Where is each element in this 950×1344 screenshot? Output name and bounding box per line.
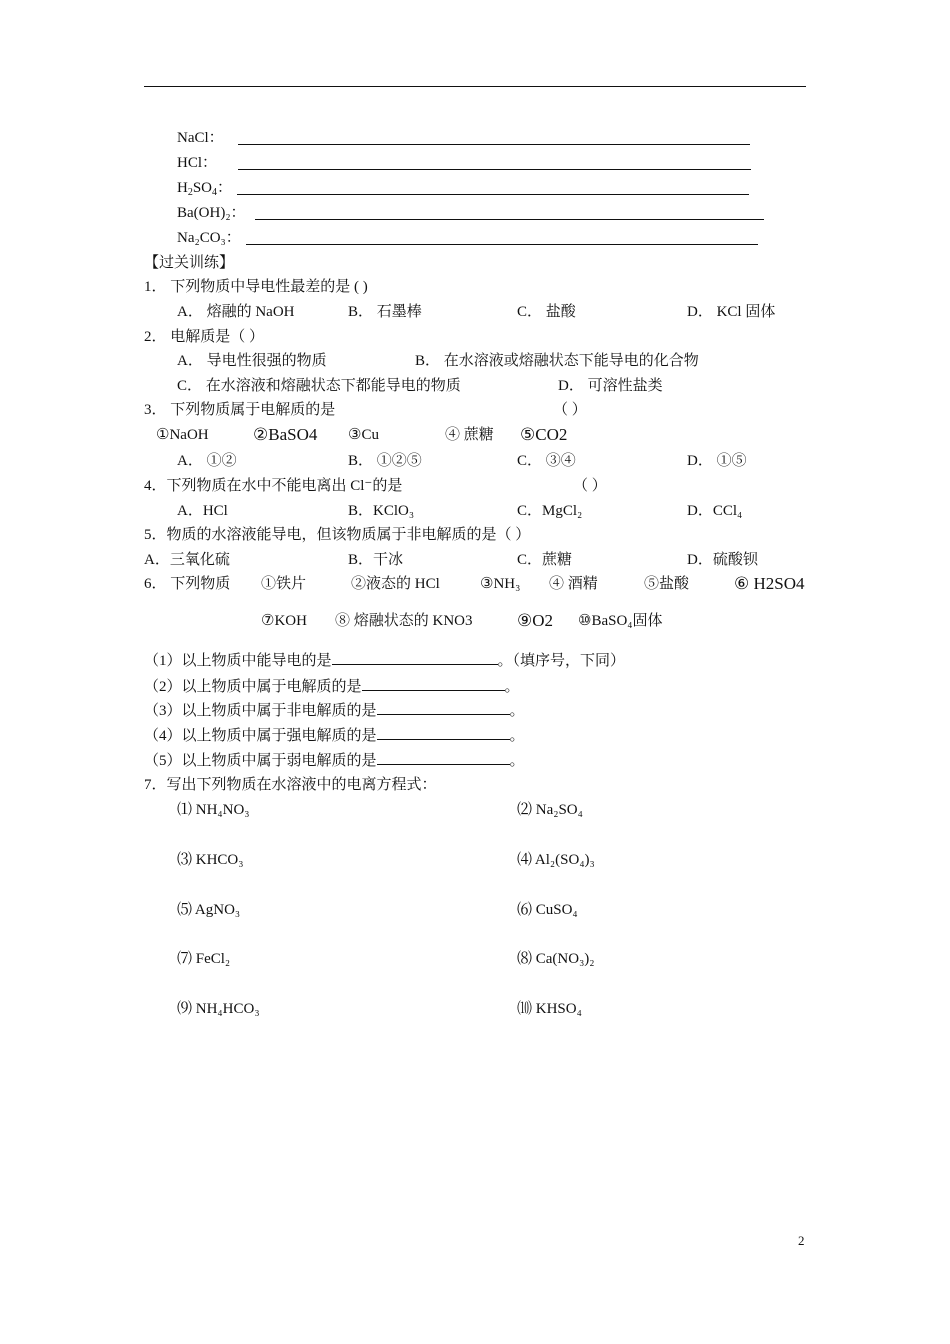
q1-option-c[interactable]: C． 盐酸: [517, 304, 576, 320]
q6-item: ⑦KOH: [261, 613, 307, 629]
q5-option-d[interactable]: D．硫酸钡: [687, 552, 758, 568]
q4-option-d[interactable]: D．CCl₄: [687, 503, 743, 519]
eq-label: Na₂CO₃：: [177, 230, 241, 246]
q6-item: ④ 酒精: [549, 576, 598, 592]
answer-blank[interactable]: [377, 750, 510, 765]
q7-item: ⑵ Na₂SO₄: [517, 802, 583, 818]
q5-option-b[interactable]: B．干冰: [348, 552, 404, 568]
q7-item: ⑺ FeCl₂: [177, 951, 231, 967]
q7-item: ⑼ NH₄HCO₃: [177, 1001, 260, 1017]
q1-option-b[interactable]: B． 石墨棒: [348, 304, 422, 320]
q3-option-d[interactable]: D． ①⑤: [687, 453, 747, 469]
q7-item: ⑶ KHCO₃: [177, 852, 244, 868]
q6-item: ⑥ H2SO4: [734, 574, 805, 593]
answer-blank[interactable]: [377, 700, 510, 715]
q6-item: ②液态的 HCl: [351, 576, 440, 592]
q7-item: ⑻ Ca(NO₃)₂: [517, 951, 595, 967]
answer-blank[interactable]: [377, 725, 510, 740]
q3-item: ①NaOH: [156, 427, 209, 443]
q7-stem: 7．写出下列物质在水溶液中的电离方程式：: [144, 777, 437, 793]
q4-answer-paren[interactable]: （ ）: [573, 478, 607, 494]
q6-item: ⑤盐酸: [644, 576, 690, 592]
q5-option-c[interactable]: C．蔗糖: [517, 552, 573, 568]
q7-item: ⑷ Al₂(SO₄)₃: [517, 852, 595, 868]
eq-label: Ba(OH)₂：: [177, 205, 246, 221]
q3-item: ⑤CO2: [520, 425, 568, 444]
q7-item: ⑽ KHSO₄: [517, 1001, 582, 1017]
answer-blank[interactable]: [332, 650, 498, 665]
q2-option-d[interactable]: D． 可溶性盐类: [558, 378, 663, 394]
q6-subq-2: （2）以上物质中属于电解质的是 。: [144, 676, 520, 697]
header-rule: [144, 86, 806, 87]
q7-item: ⑹ CuSO₄: [517, 902, 578, 918]
q3-answer-paren[interactable]: （ ）: [553, 402, 587, 418]
eq-label: $H_2SO_4$：: [177, 180, 233, 198]
q3-option-b[interactable]: B． ①②⑤: [348, 453, 422, 469]
answer-blank[interactable]: [255, 205, 764, 220]
q7-item: ⑴ NH₄NO₃: [177, 802, 250, 818]
eq-label: HCl：: [177, 155, 218, 171]
q3-stem: 3． 下列物质属于电解质的是: [144, 402, 336, 418]
q5-stem: 5．物质的水溶液能导电，但该物质属于非电解质的是（ ）: [144, 527, 531, 543]
q2-option-a[interactable]: A． 导电性很强的物质: [177, 353, 327, 369]
q6-item: ⑨O2: [517, 611, 554, 630]
q6-item: ⑩BaSO₄固体: [578, 613, 663, 629]
q1-stem: 1． 下列物质中导电性最差的是 ( ): [144, 279, 368, 295]
eq-line-hcl: [177, 153, 217, 173]
q4-option-c[interactable]: C．MgCl₂: [517, 503, 583, 519]
q4-option-b[interactable]: B．KClO₃: [348, 503, 415, 519]
q3-item: ③Cu: [348, 427, 379, 443]
eq-label: NaCl：: [177, 130, 224, 146]
q1-option-a[interactable]: A． 熔融的 NaOH: [177, 304, 295, 320]
answer-blank[interactable]: [238, 155, 751, 170]
q6-item: ③NH₃: [480, 576, 521, 592]
q2-stem: 2． 电解质是（ ）: [144, 329, 265, 345]
q6-subq-5: （5）以上物质中属于弱电解质的是 。: [144, 750, 525, 771]
q1-option-d[interactable]: D． KCl 固体: [687, 304, 776, 320]
q4-stem: 4．下列物质在水中不能电离出 Cl⁻的是: [144, 478, 403, 494]
section-title: 【过关训练】: [144, 255, 235, 271]
q7-item: ⑸ AgNO₃: [177, 902, 241, 918]
q6-item: ⑧ 熔融状态的 KNO3: [335, 613, 473, 629]
q3-option-c[interactable]: C． ③④: [517, 453, 576, 469]
eq-line-nacl: [177, 128, 224, 148]
q6-item: ①铁片: [261, 576, 307, 592]
q6-subq-3: （3）以上物质中属于非电解质的是 。: [144, 700, 525, 721]
answer-blank[interactable]: [362, 676, 505, 691]
eq-line-na2co3: [177, 228, 241, 248]
q3-item: ②BaSO4: [253, 425, 318, 444]
q3-item: ④ 蔗糖: [445, 427, 494, 443]
q2-option-b[interactable]: B． 在水溶液或熔融状态下能导电的化合物: [415, 353, 699, 369]
q6-subq-1: （1）以上物质中能导电的是 。（填序号，下同）: [144, 650, 625, 671]
q5-option-a[interactable]: A．三氧化硫: [144, 552, 230, 568]
answer-blank[interactable]: [246, 230, 758, 245]
q6-subq-4: （4）以上物质中属于强电解质的是 。: [144, 725, 525, 746]
q2-option-c[interactable]: C． 在水溶液和熔融状态下都能导电的物质: [177, 378, 461, 394]
answer-blank[interactable]: [237, 180, 749, 195]
answer-blank[interactable]: [238, 130, 750, 145]
q3-option-a[interactable]: A． ①②: [177, 453, 237, 469]
q6-stem: 6． 下列物质: [144, 576, 231, 592]
eq-line-baoh2: [177, 203, 246, 223]
page-number: 2: [798, 1233, 805, 1248]
eq-line-h2so4: [177, 178, 232, 198]
q4-option-a[interactable]: A．HCl: [177, 503, 228, 519]
